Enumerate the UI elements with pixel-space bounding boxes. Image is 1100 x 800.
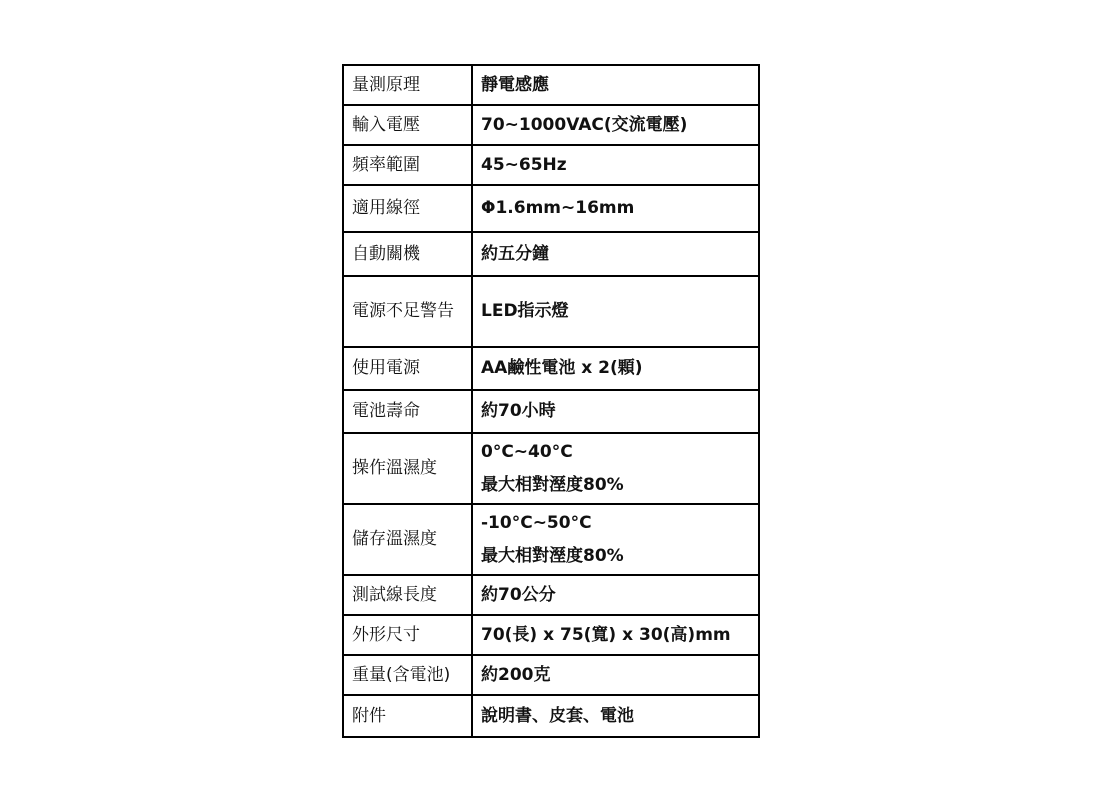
spec-value-line: AA鹼性電池 x 2(顆)	[481, 358, 643, 378]
table-row	[343, 347, 759, 390]
spec-label: 測試線長度	[343, 575, 472, 615]
table-row	[343, 105, 759, 145]
spec-value	[472, 232, 759, 276]
spec-label: 電池壽命	[343, 390, 472, 433]
spec-value	[472, 655, 759, 695]
spec-value	[472, 433, 759, 504]
table-row	[343, 433, 759, 504]
table-row	[343, 695, 759, 737]
spec-value-line: 靜電感應	[481, 74, 549, 95]
spec-value	[472, 615, 759, 655]
spec-label: 重量(含電池)	[343, 655, 472, 695]
spec-value-line: 70~1000VAC(交流電壓)	[481, 114, 688, 135]
spec-value	[472, 695, 759, 737]
spec-label: 量測原理	[343, 65, 472, 105]
spec-value-line: LED指示燈	[481, 301, 569, 321]
spec-value-line: 約70小時	[481, 401, 556, 421]
table-row	[343, 504, 759, 575]
spec-value	[472, 347, 759, 390]
spec-value	[472, 504, 759, 575]
spec-value-line: 最大相對溼度80%	[481, 545, 624, 566]
spec-label: 適用線徑	[343, 185, 472, 232]
spec-label: 輸入電壓	[343, 105, 472, 145]
spec-value	[472, 575, 759, 615]
table-row	[343, 145, 759, 185]
spec-value-line: 45~65Hz	[481, 154, 567, 175]
spec-value-line: Φ1.6mm~16mm	[481, 198, 635, 218]
spec-value	[472, 276, 759, 347]
table-row	[343, 232, 759, 276]
spec-label: 自動關機	[343, 232, 472, 276]
spec-label: 操作溫濕度	[343, 433, 472, 504]
table-row	[343, 655, 759, 695]
table-row	[343, 65, 759, 105]
spec-label: 電源不足警告	[343, 276, 472, 347]
spec-label: 外形尺寸	[343, 615, 472, 655]
spec-value	[472, 145, 759, 185]
spec-value-line: 約70公分	[481, 584, 556, 605]
spec-table-body	[343, 65, 759, 737]
spec-table	[342, 64, 760, 738]
spec-label: 附件	[343, 695, 472, 737]
spec-value-line: 約五分鐘	[481, 243, 549, 264]
spec-value	[472, 65, 759, 105]
spec-value	[472, 105, 759, 145]
table-row	[343, 185, 759, 232]
spec-value-line: 約200克	[481, 664, 551, 685]
spec-value-line: 說明書、皮套、電池	[481, 705, 634, 726]
table-row	[343, 615, 759, 655]
spec-value-line: 最大相對溼度80%	[481, 474, 624, 495]
table-row	[343, 390, 759, 433]
spec-label: 頻率範圍	[343, 145, 472, 185]
spec-value-line: 0°C~40°C	[481, 441, 573, 462]
spec-value-line: 70(長) x 75(寬) x 30(高)mm	[481, 624, 731, 645]
spec-value	[472, 390, 759, 433]
spec-value-line: -10°C~50°C	[481, 512, 592, 533]
table-row	[343, 575, 759, 615]
spec-label: 儲存溫濕度	[343, 504, 472, 575]
table-row	[343, 276, 759, 347]
spec-value	[472, 185, 759, 232]
spec-label: 使用電源	[343, 347, 472, 390]
